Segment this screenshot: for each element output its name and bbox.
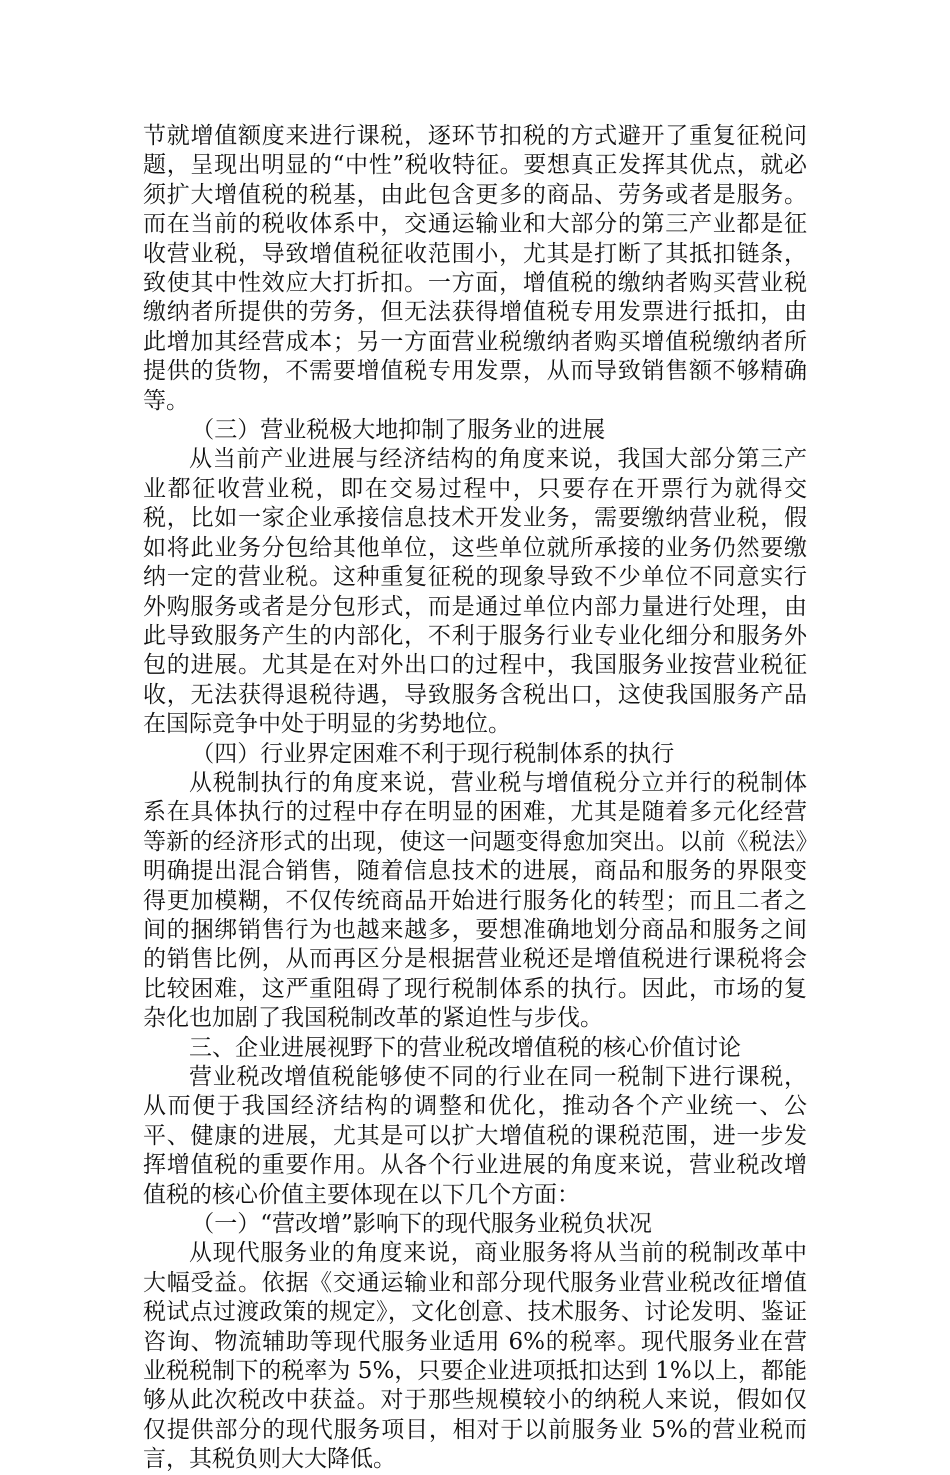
body-paragraph: 从当前产业进展与经济结构的角度来说，我国大部分第三产业都征收营业税，即在交易过程中，只要存在开票行为就得交税，比如一家企业承接信息技术开发业务，需要缴纳营业税，假如将此业务分包给其他单位，这些单位就所承接的业务仍然要缴纳一定的营业税。这种重复征税的现象导致不少单位不同意实行外购服务或者是分包形式，而是通过单位内部力量进行处理，由此导致服务产生的内部化，不利于服务行业专业化细分和服务外包的进展。尤其是在对外出口的过程中，我国服务业按营业税征收，无法获得退税待遇，导致服务含税出口，这使我国服务产品在国际竞争中处于明显的劣势地位。	[143, 446, 807, 738]
document-body	[143, 122, 807, 1475]
body-paragraph: 节就增值额度来进行课税，逐环节扣税的方式避开了重复征税问题，呈现出明显的“中性”税收特征。要想真正发挥其优点，就必须扩大增值税的税基，由此包含更多的商品、劳务或者是服务。而在当前的税收体系中，交通运输业和大部分的第三产业都是征收营业税，导致增值税征收范围小，尤其是打断了其抵扣链条，致使其中性效应大打折扣。一方面，增值税的缴纳者购买营业税缴纳者所提供的劳务，但无法获得增值税专用发票进行抵扣，由此增加其经营成本；另一方面营业税缴纳者购买增值税缴纳者所提供的货物，不需要增值税专用发票，从而导致销售额不够精确等。	[143, 123, 807, 414]
section-heading: （一）“营改增”影响下的现代服务业税负状况	[191, 1211, 652, 1238]
chapter-heading: 三、企业进展视野下的营业税改增值税的核心价值讨论	[189, 1034, 741, 1061]
section-heading: （三）营业税极大地抑制了服务业的进展	[191, 417, 606, 444]
body-paragraph: 从现代服务业的角度来说，商业服务将从当前的税制改革中大幅受益。依据《交通运输业和部分现代服务业营业税改征增值税试点过渡政策的规定》，文化创意、技术服务、讨论发明、鉴证咨询、物流辅助等现代服务业适用 6%的税率。现代服务业在营业税税制下的税率为 5%，只要企业进项抵扣达到 1%以上，都能够从此次税改中获益。对于那些规模较小的纳税人来说，假如仅仅提供部分的现代服务项目，相对于以前服务业 5%的营业税而言，其税负则大大降低。	[143, 1240, 807, 1473]
body-paragraph: 营业税改增值税能够使不同的行业在同一税制下进行课税，从而便于我国经济结构的调整和优化，推动各个产业统一、公平、健康的进展，尤其是可以扩大增值税的课税范围，进一步发挥增值税的重要作用。从各个行业进展的角度来说，营业税改增值税的核心价值主要体现在以下几个方面：	[143, 1064, 807, 1208]
body-paragraph: 从税制执行的角度来说，营业税与增值税分立并行的税制体系在具体执行的过程中存在明显的困难，尤其是随着多元化经营等新的经济形式的出现，使这一问题变得愈加突出。以前《税法》明确提出混合销售，随着信息技术的进展，商品和服务的界限变得更加模糊，不仅传统商品开始进行服务化的转型；而且二者之间的捆绑销售行为也越来越多，要想准确地划分商品和服务之间的销售比例，从而再区分是根据营业税还是增值税进行课税将会比较困难，这严重阻碍了现行税制体系的执行。因此，市场的复杂化也加剧了我国税制改革的紧迫性与步伐。	[143, 769, 807, 1032]
section-heading: （四）行业界定困难不利于现行税制体系的执行	[191, 740, 675, 767]
